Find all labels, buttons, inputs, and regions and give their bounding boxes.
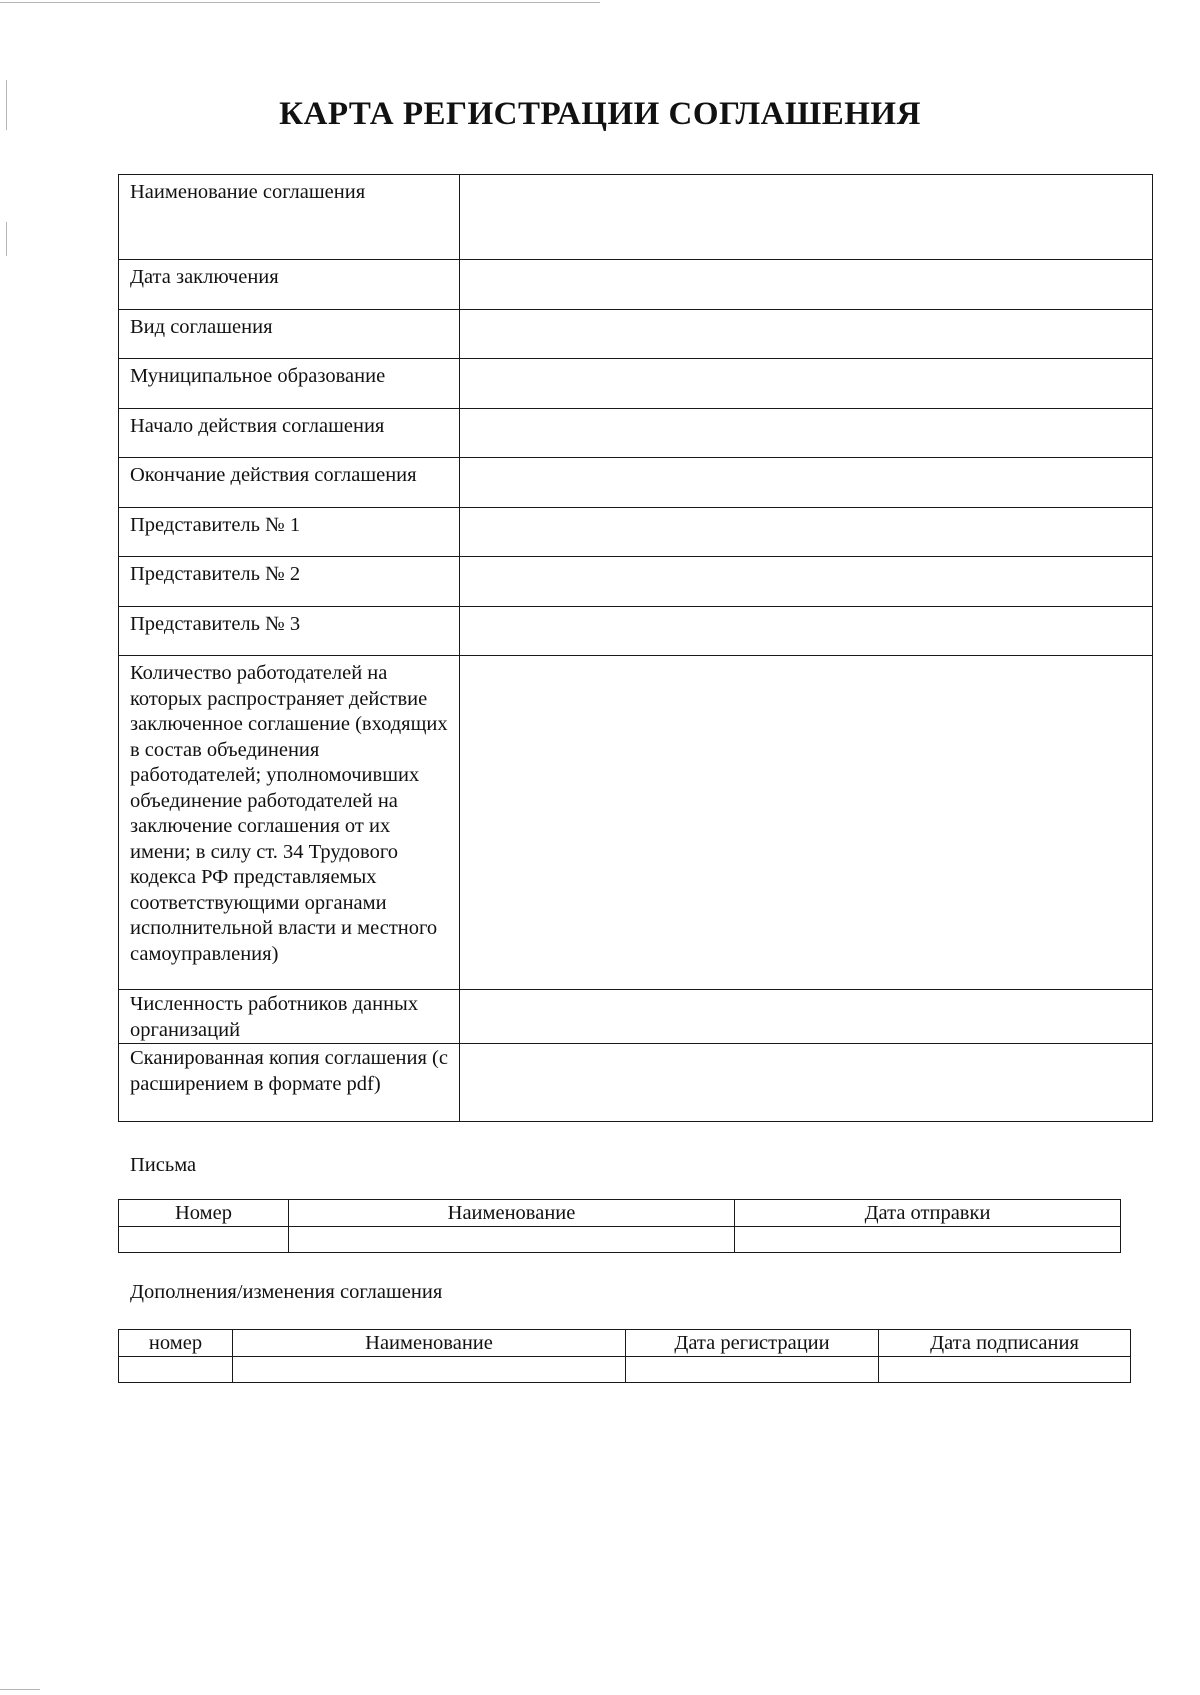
table-row-representative-2 (119, 557, 1153, 607)
row-value-agreement-type (460, 310, 1153, 359)
row-label-agreement-type: Вид соглашения (119, 310, 460, 359)
amendments-cell-name (233, 1357, 626, 1383)
table-row-start-date (119, 409, 1153, 458)
table-row-scanned-copy (119, 1044, 1153, 1122)
letters-col-send-date: Дата отправки (735, 1200, 1121, 1227)
row-value-representative-2 (460, 557, 1153, 607)
amendments-col-number: номер (119, 1330, 233, 1357)
row-label-scanned-copy: Сканированная копия соглашения (с расширением в формате pdf) (119, 1044, 460, 1122)
row-value-conclusion-date (460, 260, 1153, 310)
amendments-cell-number (119, 1357, 233, 1383)
table-row-agreement-type (119, 310, 1153, 359)
row-label-employer-count: Количество работодателей на которых распространяет действие заключенное соглашение (входящих в состав объединения работодателей; уполномочивших объединение работодателей на заключение соглашения от их имени; в силу ст. 34 Трудового кодекса РФ представляемых соответствующими органами исполнительной власти и местного самоуправления) (119, 656, 460, 990)
row-label-start-date: Начало действия соглашения (119, 409, 460, 458)
letters-header-row (119, 1200, 1121, 1227)
amendments-header-row (119, 1330, 1131, 1357)
row-label-representative-2: Представитель № 2 (119, 557, 460, 607)
scan-edge-line-bottom (0, 1689, 40, 1690)
row-label-employee-count: Численность работников данных организаций (119, 990, 460, 1044)
table-row-representative-3 (119, 607, 1153, 656)
amendments-cell-signing-date (879, 1357, 1131, 1383)
row-value-end-date (460, 458, 1153, 508)
amendments-heading: Дополнения/изменения соглашения (130, 1281, 443, 1303)
letters-cell-send-date (735, 1227, 1121, 1253)
row-label-representative-3: Представитель № 3 (119, 607, 460, 656)
amendments-col-registration-date: Дата регистрации (626, 1330, 879, 1357)
letters-heading: Письма (130, 1154, 197, 1176)
row-value-agreement-name (460, 175, 1153, 260)
letters-table (118, 1199, 1121, 1253)
table-row-agreement-name (119, 175, 1153, 260)
table-row-employer-count (119, 656, 1153, 990)
row-value-scanned-copy (460, 1044, 1153, 1122)
table-row-employee-count (119, 990, 1153, 1044)
letters-col-number: Номер (119, 1200, 289, 1227)
scan-edge-line-top (0, 2, 600, 3)
row-value-employee-count (460, 990, 1153, 1044)
amendments-table (118, 1329, 1131, 1383)
row-value-employer-count (460, 656, 1153, 990)
letters-cell-number (119, 1227, 289, 1253)
scan-edge-line-left-2 (6, 222, 7, 256)
row-label-conclusion-date: Дата заключения (119, 260, 460, 310)
letters-cell-name (289, 1227, 735, 1253)
letters-col-name: Наименование (289, 1200, 735, 1227)
table-row-conclusion-date (119, 260, 1153, 310)
amendments-empty-row (119, 1357, 1131, 1383)
table-row-municipality (119, 359, 1153, 409)
row-value-start-date (460, 409, 1153, 458)
row-value-representative-1 (460, 508, 1153, 557)
row-label-agreement-name: Наименование соглашения (119, 175, 460, 260)
amendments-col-name: Наименование (233, 1330, 626, 1357)
row-label-end-date: Окончание действия соглашения (119, 458, 460, 508)
row-label-representative-1: Представитель № 1 (119, 508, 460, 557)
row-label-municipality: Муниципальное образование (119, 359, 460, 409)
letters-empty-row (119, 1227, 1121, 1253)
table-row-representative-1 (119, 508, 1153, 557)
row-value-representative-3 (460, 607, 1153, 656)
table-row-end-date (119, 458, 1153, 508)
registration-details-table (118, 174, 1153, 1122)
row-value-municipality (460, 359, 1153, 409)
amendments-col-signing-date: Дата подписания (879, 1330, 1131, 1357)
amendments-cell-registration-date (626, 1357, 879, 1383)
document-title: КАРТА РЕГИСТРАЦИИ СОГЛАШЕНИЯ (279, 96, 921, 132)
